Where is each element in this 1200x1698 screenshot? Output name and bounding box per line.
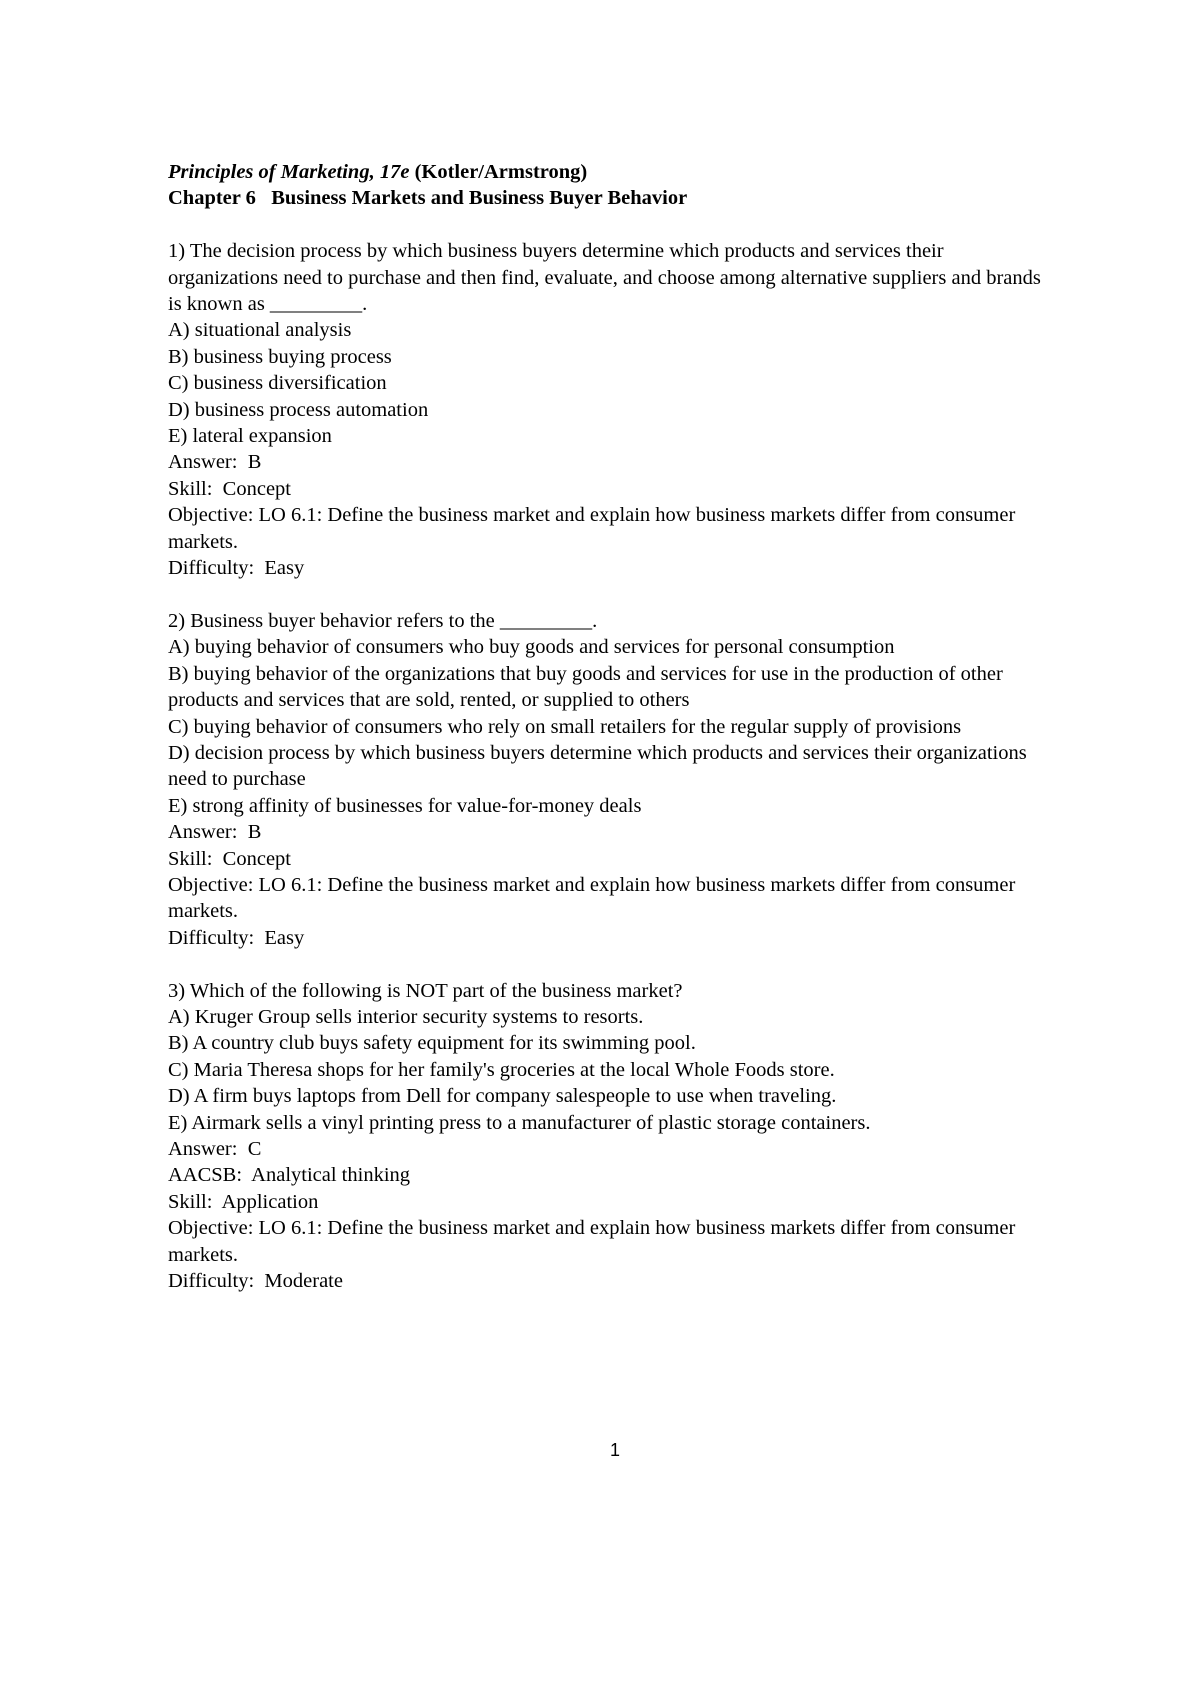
option-e: E) lateral expansion	[168, 425, 332, 448]
difficulty-line: Difficulty: Moderate	[168, 1270, 343, 1293]
skill-line: Skill: Concept	[168, 477, 291, 500]
option-c: C) Maria Theresa shops for her family's groceries at the local Whole Foods store.	[168, 1058, 835, 1081]
aacsb-line: AACSB: Analytical thinking	[168, 1164, 411, 1187]
page-number: 1	[609, 1440, 620, 1460]
option-a: A) situational analysis	[168, 319, 352, 342]
page-content	[168, 159, 1048, 1294]
question-stem: 1) The decision process by which business buyers determine which products and services their organizations need to purchase and then find, evaluate, and choose among alternative suppliers and brands is known as _________.	[168, 240, 1041, 316]
skill-line: Skill: Concept	[168, 847, 291, 870]
question-3	[168, 978, 1048, 1295]
answer-line: Answer: C	[168, 1137, 262, 1160]
skill-line: Skill: Application	[168, 1190, 319, 1213]
question-stem: 2) Business buyer behavior refers to the _________.	[168, 609, 598, 632]
answer-line: Answer: B	[168, 821, 262, 844]
option-b: B) buying behavior of the organizations that buy goods and services for use in the production of other products and services that are sold, rented, or supplied to others	[168, 662, 1003, 712]
option-b: B) business buying process	[168, 345, 392, 368]
option-a: A) buying behavior of consumers who buy goods and services for personal consumption	[168, 636, 895, 659]
difficulty-line: Difficulty: Easy	[168, 557, 305, 580]
option-e: E) strong affinity of businesses for value-for-money deals	[168, 794, 642, 817]
objective-line: Objective: LO 6.1: Define the business market and explain how business markets differ from consumer markets.	[168, 504, 1016, 553]
question-2	[168, 608, 1048, 951]
option-a: A) Kruger Group sells interior security systems to resorts.	[168, 1005, 644, 1028]
difficulty-line: Difficulty: Easy	[168, 926, 305, 949]
option-e: E) Airmark sells a vinyl printing press to a manufacturer of plastic storage containers.	[168, 1111, 871, 1134]
book-heading	[168, 159, 1048, 185]
question-1	[168, 238, 1048, 581]
option-b: B) A country club buys safety equipment for its swimming pool.	[168, 1032, 696, 1055]
answer-line: Answer: B	[168, 451, 262, 474]
book-authors: (Kotler/Armstrong)	[409, 161, 588, 183]
option-c: C) buying behavior of consumers who rely on small retailers for the regular supply of provisions	[168, 715, 962, 738]
chapter-title: Chapter 6 Business Markets and Business Buyer Behavior	[168, 187, 688, 210]
objective-line: Objective: LO 6.1: Define the business market and explain how business markets differ from consumer markets.	[168, 873, 1016, 923]
objective-line: Objective: LO 6.1: Define the business market and explain how business markets differ from consumer markets.	[168, 1217, 1016, 1266]
question-stem: 3) Which of the following is NOT part of the business market?	[168, 979, 683, 1002]
book-title: Principles of Marketing, 17e	[168, 161, 410, 183]
option-c: C) business diversification	[168, 372, 387, 395]
option-d: D) A firm buys laptops from Dell for company salespeople to use when traveling.	[168, 1085, 837, 1108]
option-d: D) decision process by which business buyers determine which products and services their organizations need to purchase	[168, 741, 1027, 791]
option-d: D) business process automation	[168, 398, 429, 421]
